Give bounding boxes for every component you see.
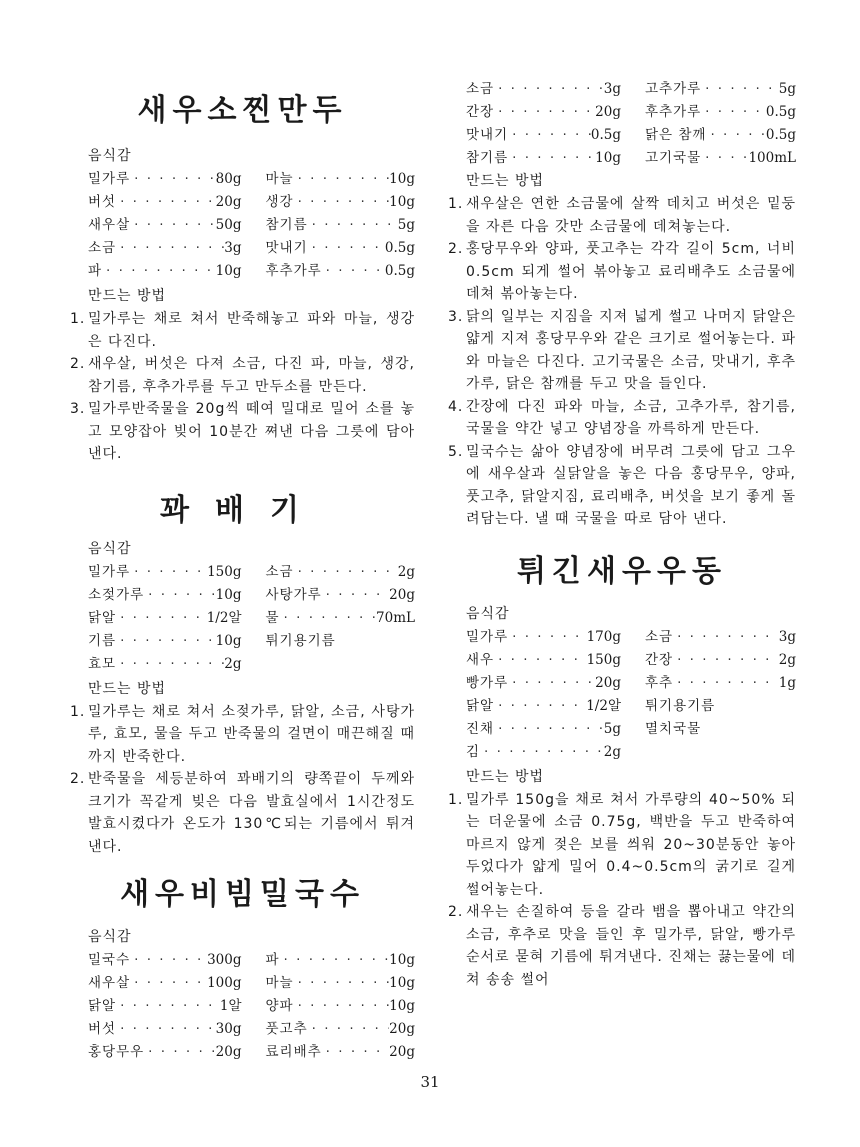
ingredient bbox=[466, 147, 631, 170]
method-step bbox=[70, 353, 415, 398]
ingredient-row bbox=[88, 191, 415, 214]
step-text: 반죽물을 세등분하여 꽈배기의 량쪽끝이 두께와 크기가 꼭같게 빚은 다음 발효실에서 1시간정도 발효시켰다가 온도가 130℃되는 기름에서 튀겨 낸다. bbox=[88, 771, 415, 855]
step-number: 2. bbox=[70, 356, 86, 372]
ingredient bbox=[88, 584, 252, 607]
ingredient-row bbox=[88, 949, 415, 972]
ingredient-amount: 1알 bbox=[219, 998, 242, 1014]
dot-leader bbox=[508, 124, 591, 147]
ingredient-amount: 3g bbox=[224, 240, 242, 256]
ingredient bbox=[88, 949, 252, 972]
ingredient-name: 밀가루 bbox=[466, 628, 509, 645]
dot-leader bbox=[494, 101, 595, 124]
ingredient-amount: 20g bbox=[595, 104, 621, 120]
method-step bbox=[70, 701, 415, 769]
ingredient-name: 참기름 bbox=[466, 150, 509, 166]
ingredient-name: 효모 bbox=[88, 655, 117, 672]
step-number: 1. bbox=[70, 311, 86, 327]
ingredient-amount: 2g bbox=[603, 743, 621, 760]
ingredient bbox=[252, 260, 416, 283]
ingredient bbox=[466, 101, 631, 124]
dot-leader bbox=[494, 718, 604, 741]
dot-leader bbox=[130, 561, 207, 584]
ingredient bbox=[88, 168, 252, 191]
dot-leader bbox=[294, 168, 390, 191]
ingredient-name: 마늘 bbox=[265, 171, 294, 187]
ingredient-row bbox=[88, 1018, 415, 1041]
ingredient-amount: 2g bbox=[778, 651, 796, 668]
dot-leader bbox=[116, 191, 216, 214]
method-step bbox=[448, 441, 796, 531]
ingredient-name: 참기름 bbox=[265, 217, 308, 233]
ingredient-amount: 5g bbox=[397, 217, 415, 233]
ingredient-amount: 10g bbox=[215, 263, 242, 279]
ingredient-list bbox=[448, 78, 796, 170]
method-step bbox=[70, 768, 415, 858]
ingredient-amount: 20g bbox=[215, 1044, 242, 1060]
ingredient-name: 닭알 bbox=[88, 609, 117, 626]
dot-leader bbox=[308, 1018, 390, 1041]
dot-leader bbox=[116, 1018, 216, 1041]
ingredient bbox=[252, 607, 416, 630]
step-number: 5. bbox=[448, 443, 464, 460]
dot-leader bbox=[508, 672, 595, 695]
ingredient bbox=[466, 741, 631, 764]
ingredient bbox=[466, 695, 631, 718]
ingredient bbox=[252, 237, 416, 260]
step-text: 홍당무우와 양파, 풋고추는 각각 길이 5cm, 너비 0.5cm 되게 썰어 볶아놓고 료리배추도 소금물에 데쳐 볶아놓는다. bbox=[466, 241, 796, 302]
ingredient-name: 후추가루 bbox=[265, 263, 322, 279]
ingredient bbox=[631, 695, 796, 718]
ingredient-amount: 1/2알 bbox=[586, 697, 621, 714]
recipe-kkwabaegi bbox=[70, 492, 415, 859]
step-number: 4. bbox=[448, 398, 464, 415]
dot-leader bbox=[701, 147, 748, 170]
step-number: 1. bbox=[448, 791, 464, 808]
step-text: 밀가루는 채로 쳐서 소젖가루, 닭알, 소금, 사탕가루, 효모, 물을 두고 반죽물의 걸면이 매끈해질 때까지 반죽한다. bbox=[88, 703, 415, 765]
ingredient bbox=[252, 214, 416, 237]
method-label: 만드는 방법 bbox=[88, 288, 167, 304]
ingredient-amount: 100mL bbox=[748, 150, 796, 166]
ingredient-amount: 10g bbox=[389, 952, 415, 968]
ingredients-label: 음식감 bbox=[88, 929, 132, 945]
ingredient bbox=[631, 124, 796, 147]
right-column bbox=[448, 0, 796, 991]
dot-leader bbox=[294, 561, 398, 584]
recipe-fried-shrimp-udon bbox=[448, 553, 796, 992]
dot-leader bbox=[102, 260, 216, 283]
ingredient-row bbox=[88, 972, 415, 995]
step-list bbox=[70, 308, 415, 466]
ingredient bbox=[252, 1018, 416, 1041]
ingredient-amount: 100g bbox=[207, 975, 242, 991]
dot-leader bbox=[494, 78, 604, 101]
ingredient-amount: 3g bbox=[603, 81, 621, 97]
ingredient bbox=[88, 1041, 252, 1064]
ingredient-amount: 10g bbox=[389, 171, 415, 187]
dot-leader bbox=[494, 695, 586, 718]
ingredient-amount: 0.5g bbox=[384, 240, 415, 256]
dot-leader bbox=[116, 237, 224, 260]
ingredient-row bbox=[88, 584, 415, 607]
ingredient bbox=[631, 672, 796, 695]
ingredient bbox=[466, 626, 631, 649]
ingredient-amount: 20g bbox=[389, 1021, 415, 1037]
recipe-shrimp-dumpling bbox=[70, 93, 415, 466]
ingredient-name: 밀가루 bbox=[88, 171, 131, 187]
ingredient bbox=[466, 649, 631, 672]
ingredient-amount: 10g bbox=[389, 975, 415, 991]
ingredients-label: 음식감 bbox=[466, 605, 510, 622]
ingredient bbox=[631, 718, 796, 741]
ingredient bbox=[466, 672, 631, 695]
ingredient-list bbox=[70, 168, 415, 283]
dot-leader bbox=[494, 649, 586, 672]
ingredient-name: 버섯 bbox=[88, 1021, 117, 1037]
dot-leader bbox=[116, 630, 216, 653]
ingredient bbox=[252, 191, 416, 214]
dot-leader bbox=[294, 191, 390, 214]
ingredient-row bbox=[466, 147, 796, 170]
ingredient-row bbox=[88, 561, 415, 584]
recipe-shrimp-bibim-noodle-cont bbox=[448, 78, 796, 531]
ingredient-name: 닭알 bbox=[466, 697, 495, 714]
step-text: 밀국수는 삶아 양념장에 버무려 그릇에 담고 그우에 새우살과 실닭알을 놓은 다음 홍당무우, 양파, 풋고추, 닭알지짐, 료리배추, 버섯을 보기 좋게 돌려담는다. 낼 때 국물을 따로 담아 낸다. bbox=[466, 443, 796, 527]
ingredient-name: 밀국수 bbox=[88, 952, 131, 968]
ingredient-row bbox=[88, 260, 415, 283]
ingredient-amount: 0.5g bbox=[590, 127, 621, 143]
ingredient bbox=[88, 630, 252, 653]
ingredient bbox=[252, 1041, 416, 1064]
ingredient-name: 튀기용기름 bbox=[645, 697, 716, 714]
ingredient-amount: 170g bbox=[586, 628, 621, 645]
dot-leader bbox=[130, 972, 207, 995]
ingredient-name: 소젖가루 bbox=[88, 586, 145, 603]
ingredient-name: 새우 bbox=[466, 651, 495, 668]
dot-leader bbox=[130, 949, 207, 972]
ingredient-amount: 2g bbox=[397, 563, 415, 580]
ingredient-name: 새우살 bbox=[88, 217, 131, 233]
method-step bbox=[70, 308, 415, 353]
ingredient-name: 후추가루 bbox=[645, 104, 702, 120]
ingredient-amount: 0.5g bbox=[384, 263, 415, 279]
ingredient bbox=[88, 237, 252, 260]
dot-leader bbox=[280, 607, 377, 630]
step-text: 새우살은 연한 소금물에 살짝 데치고 버섯은 밑둥을 자른 다음 갓만 소금물에 데쳐놓는다. bbox=[466, 196, 796, 235]
method-step bbox=[448, 396, 796, 441]
recipe-title: 꽈배기 bbox=[160, 492, 325, 528]
dot-leader bbox=[673, 626, 779, 649]
ingredient-name: 양파 bbox=[265, 998, 294, 1014]
ingredient bbox=[88, 607, 252, 630]
method-step bbox=[448, 901, 796, 991]
ingredient-amount: 70mL bbox=[376, 609, 415, 626]
ingredient-amount: 0.5g bbox=[765, 127, 796, 143]
ingredients-label: 음식감 bbox=[88, 148, 132, 164]
ingredient-name: 마늘 bbox=[265, 975, 294, 991]
recipe-title: 새우소찐만두 bbox=[137, 93, 348, 128]
ingredient-name: 닭알 bbox=[88, 998, 117, 1014]
page-number: 31 bbox=[420, 1073, 440, 1091]
method-step bbox=[448, 789, 796, 902]
ingredient-name: 고기국물 bbox=[645, 150, 702, 166]
recipe-shrimp-bibim-noodle bbox=[70, 877, 415, 1064]
ingredient-amount: 1/2알 bbox=[206, 609, 242, 626]
ingredient bbox=[466, 78, 631, 101]
dot-leader bbox=[116, 653, 224, 676]
dot-leader bbox=[294, 972, 390, 995]
ingredient-name: 소금 bbox=[466, 81, 495, 97]
dot-leader bbox=[508, 626, 586, 649]
step-text: 밀가루 150g을 채로 쳐서 가루량의 40~50% 되는 더운물에 소금 0.75g, 백반을 두고 반죽하여 마르지 않게 젖은 보를 씌워 20~30분동안 놓아두었다가 얇게 밀어 0.4~0.5cm의 굵기로 길게 썰어놓는다. bbox=[466, 791, 796, 898]
ingredient-name: 진채 bbox=[466, 720, 495, 737]
step-number: 2. bbox=[70, 771, 86, 787]
ingredient-name: 닭은 참깨 bbox=[645, 127, 707, 143]
ingredient bbox=[252, 995, 416, 1018]
ingredient bbox=[252, 972, 416, 995]
step-text: 닭의 일부는 지짐을 지져 넓게 썰고 나머지 닭알은 얇게 지져 홍당무우와 같은 크기로 썰어놓는다. 파와 마늘은 다진다. 고기국물은 소금, 맛내기, 후추가루, 닭은 참깨를 두고 맛을 들인다. bbox=[466, 308, 796, 392]
ingredient-name: 파 bbox=[88, 263, 103, 279]
ingredient-amount: 10g bbox=[389, 998, 415, 1014]
ingredient-row bbox=[88, 237, 415, 260]
ingredient-row bbox=[466, 741, 796, 764]
step-text: 새우살, 버섯은 다져 소금, 다진 파, 마늘, 생강, 참기름, 후추가루를 두고 만두소를 만든다. bbox=[88, 356, 415, 395]
step-text: 밀가루는 채로 쳐서 반죽해놓고 파와 마늘, 생강은 다진다. bbox=[88, 311, 415, 350]
ingredient-row bbox=[466, 672, 796, 695]
ingredient-row bbox=[466, 626, 796, 649]
ingredient-amount: 50g bbox=[215, 217, 242, 233]
ingredient bbox=[88, 191, 252, 214]
step-list bbox=[448, 789, 796, 992]
ingredient bbox=[252, 949, 416, 972]
dot-leader bbox=[480, 741, 604, 764]
dot-leader bbox=[116, 995, 220, 1018]
ingredient-name: 소금 bbox=[88, 240, 117, 256]
ingredient-name: 료리배추 bbox=[265, 1044, 322, 1060]
ingredient-row bbox=[466, 124, 796, 147]
method-step bbox=[448, 306, 796, 396]
ingredient bbox=[631, 78, 796, 101]
ingredient-row bbox=[88, 214, 415, 237]
ingredient-name: 고추가루 bbox=[645, 81, 702, 97]
ingredient bbox=[631, 147, 796, 170]
ingredient bbox=[631, 101, 796, 124]
ingredient-amount: 10g bbox=[215, 586, 242, 603]
ingredient bbox=[88, 1018, 252, 1041]
left-column bbox=[70, 0, 415, 1064]
method-step bbox=[448, 193, 796, 238]
step-number: 3. bbox=[70, 401, 86, 417]
ingredient-name: 파 bbox=[265, 952, 280, 968]
ingredient bbox=[252, 630, 416, 653]
ingredient-amount: 5g bbox=[778, 81, 796, 97]
ingredient-amount: 20g bbox=[389, 586, 415, 603]
ingredient-name: 물 bbox=[265, 609, 280, 626]
step-text: 밀가루반죽물을 20g씩 떼여 밀대로 밀어 소를 놓고 모양잡아 빚어 10분간 쪄낸 다음 그릇에 담아 낸다. bbox=[88, 401, 415, 462]
dot-leader bbox=[673, 649, 779, 672]
ingredient bbox=[252, 168, 416, 191]
ingredient-amount: 80g bbox=[215, 171, 242, 187]
ingredient-amount: 3g bbox=[778, 628, 796, 645]
ingredient bbox=[88, 214, 252, 237]
method-label: 만드는 방법 bbox=[88, 680, 167, 697]
ingredient-row bbox=[466, 718, 796, 741]
ingredient-name: 소금 bbox=[265, 563, 294, 580]
ingredient bbox=[466, 718, 631, 741]
ingredient-row bbox=[466, 78, 796, 101]
dot-leader bbox=[322, 584, 390, 607]
dot-leader bbox=[130, 214, 216, 237]
dot-leader bbox=[673, 672, 779, 695]
ingredient-amount: 10g bbox=[215, 632, 242, 649]
ingredient-amount: 20g bbox=[215, 194, 242, 210]
ingredient bbox=[88, 561, 252, 584]
ingredient-amount: 20g bbox=[389, 1044, 415, 1060]
ingredient-list bbox=[70, 949, 415, 1064]
ingredient-name: 맛내기 bbox=[466, 127, 509, 143]
dot-leader bbox=[308, 214, 398, 237]
ingredient-amount: 150g bbox=[586, 651, 621, 668]
method-label: 만드는 방법 bbox=[466, 173, 545, 189]
ingredient-row bbox=[88, 630, 415, 653]
ingredients-label: 음식감 bbox=[88, 540, 132, 557]
dot-leader bbox=[294, 995, 390, 1018]
dot-leader bbox=[116, 607, 207, 630]
step-number: 3. bbox=[448, 308, 464, 325]
ingredient-list bbox=[70, 561, 415, 676]
dot-leader bbox=[308, 237, 385, 260]
ingredient-row bbox=[88, 168, 415, 191]
dot-leader bbox=[706, 124, 765, 147]
ingredient-name: 기름 bbox=[88, 632, 117, 649]
ingredient-name: 밀가루 bbox=[88, 563, 131, 580]
ingredient-row bbox=[466, 695, 796, 718]
ingredient-amount: 0.5g bbox=[765, 104, 796, 120]
ingredient bbox=[252, 561, 416, 584]
ingredient-row bbox=[88, 653, 415, 676]
ingredient-name: 소금 bbox=[645, 628, 674, 645]
ingredient-list bbox=[448, 626, 796, 764]
ingredient-amount: 2g bbox=[224, 655, 242, 672]
step-text: 간장에 다진 파와 마늘, 소금, 고추가루, 참기름, 국물을 약간 넣고 양념장을 까륵하게 만든다. bbox=[466, 398, 796, 437]
ingredient-amount: 1g bbox=[778, 674, 796, 691]
ingredient-name: 멸치국물 bbox=[645, 720, 702, 737]
ingredient-row bbox=[466, 649, 796, 672]
method-step bbox=[70, 398, 415, 466]
step-number: 1. bbox=[448, 196, 464, 212]
ingredient bbox=[252, 584, 416, 607]
step-number: 2. bbox=[448, 241, 464, 257]
dot-leader bbox=[130, 168, 216, 191]
ingredient-name: 김 bbox=[466, 743, 481, 760]
dot-leader bbox=[144, 1041, 216, 1064]
ingredient-name: 튀기용기름 bbox=[265, 632, 336, 649]
ingredient-name: 간장 bbox=[645, 651, 674, 668]
ingredient-name: 사탕가루 bbox=[265, 586, 322, 603]
method-label: 만드는 방법 bbox=[466, 768, 545, 785]
step-list bbox=[70, 701, 415, 859]
ingredient-name: 빵가루 bbox=[466, 674, 509, 691]
ingredient-name: 풋고추 bbox=[265, 1021, 308, 1037]
step-list bbox=[448, 193, 796, 531]
method-step bbox=[448, 238, 796, 306]
ingredient-name: 버섯 bbox=[88, 194, 117, 210]
dot-leader bbox=[508, 147, 595, 170]
step-text: 새우는 손질하여 등을 갈라 뱀을 뽑아내고 약간의 소금, 후추로 맛을 들인 후 밀가루, 닭알, 빵가루순서로 묻혀 기름에 튀겨낸다. 진채는 끓는물에 데쳐 송송 썰어 bbox=[466, 904, 796, 988]
ingredient-name: 간장 bbox=[466, 104, 495, 120]
dot-leader bbox=[701, 78, 779, 101]
ingredient bbox=[88, 995, 252, 1018]
ingredient bbox=[631, 626, 796, 649]
ingredient-name: 생강 bbox=[265, 194, 294, 210]
ingredient-amount: 5g bbox=[603, 720, 621, 737]
recipe-title: 새우비빔밀국수 bbox=[120, 877, 365, 912]
ingredient bbox=[88, 260, 252, 283]
step-number: 2. bbox=[448, 904, 464, 920]
ingredient-amount: 150g bbox=[207, 563, 242, 580]
ingredient bbox=[88, 653, 252, 676]
ingredient-row bbox=[466, 101, 796, 124]
ingredient-name: 새우살 bbox=[88, 975, 131, 991]
ingredient-row bbox=[88, 607, 415, 630]
ingredient bbox=[466, 124, 631, 147]
ingredient-name: 홍당무우 bbox=[88, 1044, 145, 1060]
step-number: 1. bbox=[70, 703, 86, 720]
ingredient bbox=[631, 649, 796, 672]
ingredient-amount: 300g bbox=[207, 952, 242, 968]
ingredient-amount: 10g bbox=[595, 150, 621, 166]
ingredient-name: 맛내기 bbox=[265, 240, 308, 256]
dot-leader bbox=[701, 101, 766, 124]
dot-leader bbox=[322, 260, 385, 283]
ingredient-row bbox=[88, 1041, 415, 1064]
dot-leader bbox=[144, 584, 216, 607]
ingredient-amount: 20g bbox=[595, 674, 621, 691]
ingredient-amount: 30g bbox=[215, 1021, 242, 1037]
dot-leader bbox=[322, 1041, 390, 1064]
ingredient-amount: 10g bbox=[389, 194, 415, 210]
recipe-title: 튀긴새우우동 bbox=[517, 553, 727, 589]
ingredient bbox=[88, 972, 252, 995]
ingredient-row bbox=[88, 995, 415, 1018]
dot-leader bbox=[280, 949, 390, 972]
ingredient-name: 후추 bbox=[645, 674, 674, 691]
